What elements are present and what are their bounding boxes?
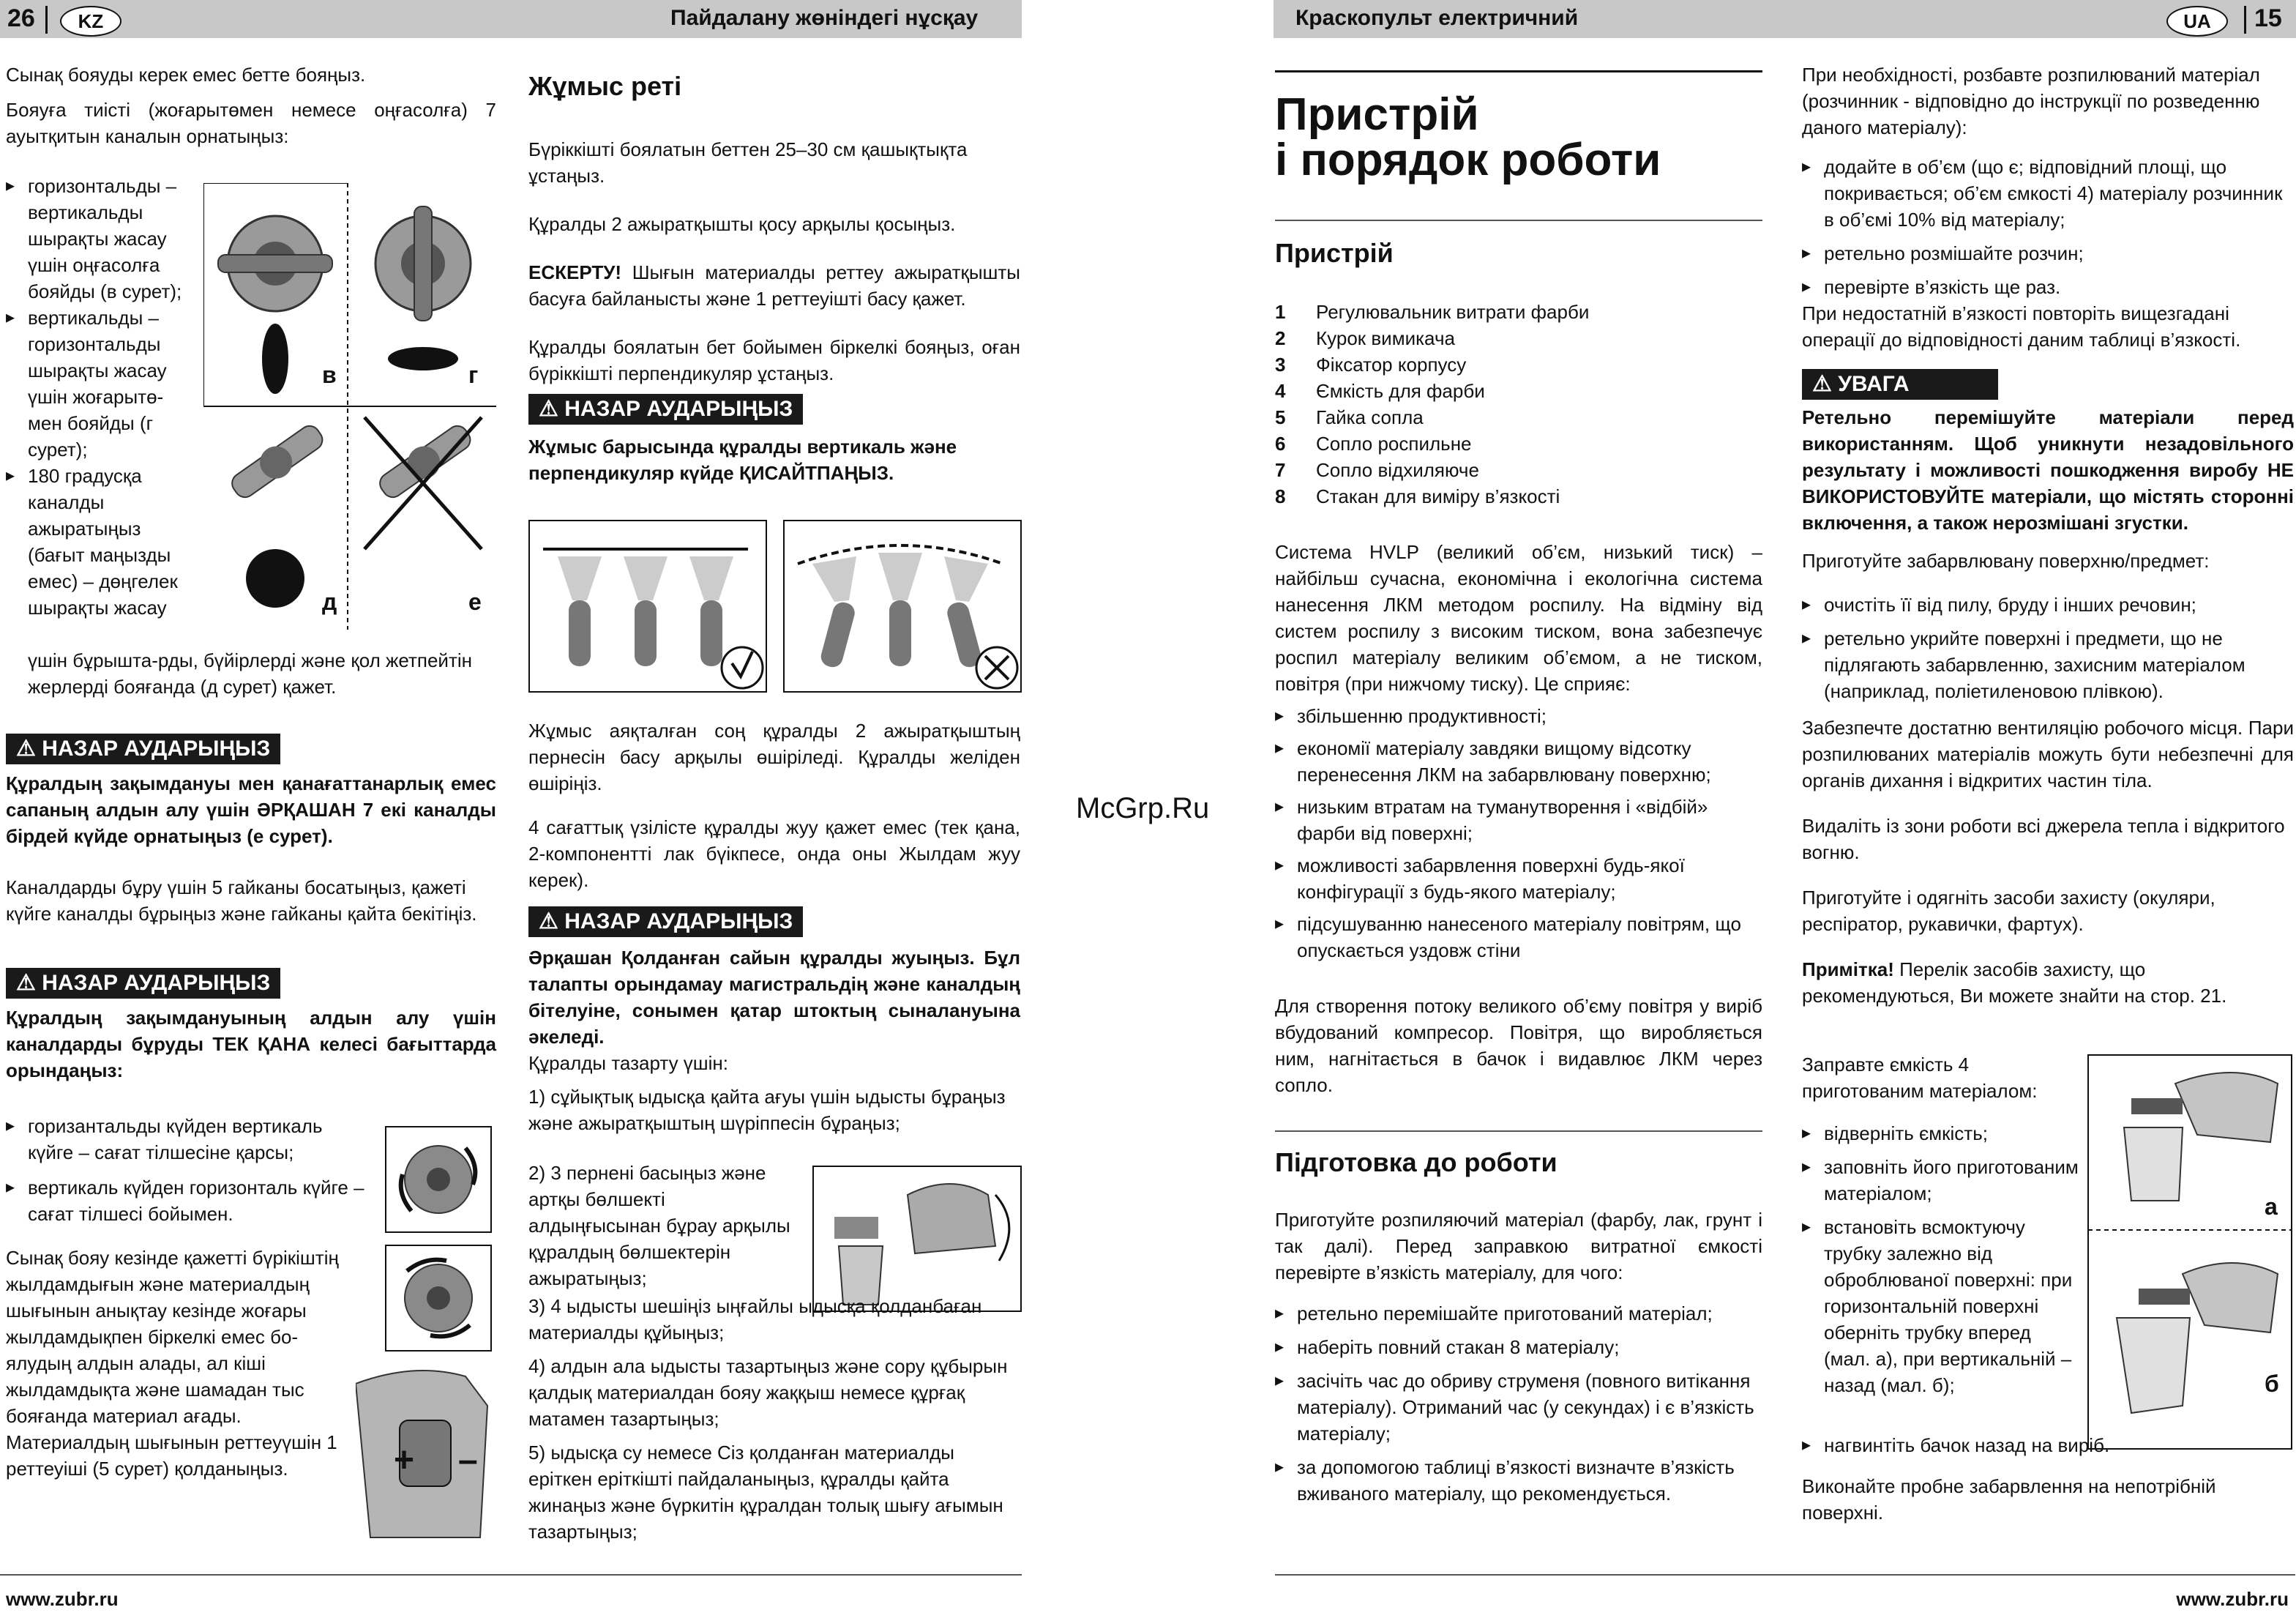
fig-label-a: а	[2265, 1193, 2278, 1220]
warning-banner	[6, 734, 280, 764]
bullet-item: ▸ наберіть повний стакан 8 матеріалу;	[1275, 1334, 1762, 1360]
header-divider	[2244, 6, 2246, 34]
bullet-item: ▸ відверніть ємкість;	[1802, 1120, 2080, 1147]
right-col2	[1802, 61, 2294, 1009]
paragraph: Приготуйте розпиляючий матеріал (фарбу, лак, грунт і так далі). Перед заправкою витратної ємкості перевірте в’язкість матеріалу, для чого:	[1275, 1209, 1762, 1283]
page-title-line1: Пристрій	[1275, 89, 1479, 140]
svg-text:+: +	[394, 1441, 415, 1480]
paragraph: Бүріккішті боялатын беттен 25–30 см қашықтықта ұстаңыз.	[528, 138, 968, 187]
paragraph: 4 сағаттық үзілісте құралды жуу қажет емес (тек қана, 2-компонентті лак бүікпесе, онда оны Жылдам жуу керек).	[528, 816, 1020, 891]
paragraph: Каналдарды бұру үшін 5 гайканы босатыңыз, қажеті күйге каналды бұрыңыз және гайканы қайта бекітіңіз.	[6, 876, 477, 925]
parts-list-item: 6 Сопло роспильне	[1275, 433, 1472, 455]
bullet-item: ▸ горизантальды күйден вертикаль күйге – сағат тілшесіне қарсы;	[6, 1113, 372, 1166]
fig-label-v: в	[322, 362, 337, 388]
warning-icon: ⚠	[16, 737, 36, 761]
paragraph: Құралды боялатын бет бойымен біркелкі бояңыз, оған бүріккішті перпендикуляр ұстаңыз.	[528, 336, 1020, 384]
left-col2-step2	[528, 1160, 801, 1291]
nozzle-pattern-figure	[203, 183, 496, 630]
section-heading: Жұмыс реті	[528, 71, 682, 101]
bullet-item: ▸ додайте в об’єм (що є; відповідний площі, що покривається; об’єм ємкості 4) матеріалу розчинник в об’ємі 10% від матеріалу;	[1802, 154, 2294, 233]
warning-icon: ⚠	[539, 909, 558, 933]
page-title-line2: і порядок роботи	[1275, 135, 1661, 185]
warning-text: Құралдың зақымдануы мен қанағаттанарлық емес сапаның алдын алу үшін ӘРҚАШАН 7 екі каналды бірдей күйде орнатыңыз (е сурет).	[6, 772, 496, 847]
note-label: Примітка!	[1802, 958, 1894, 980]
bullet-item: ▸ можливості забарвлення поверхні будь-якої конфігурації з будь-якого матеріалу;	[1275, 852, 1762, 905]
step-1: 1) сұйықтық ыдысқа қайта ағуы үшін ыдысты бұраңыз және ажыратқыштың шүріппесін бұраңыз;	[528, 1086, 1006, 1134]
svg-text:–: –	[458, 1441, 478, 1480]
warning-title: УВАГА	[1838, 372, 1910, 396]
step-2: 2) 3 пернені басыңыз және артқы бөлшекті алдыңғысынан бұрау арқылы құралдың бөлшектерін ажыратыңыз;	[528, 1162, 790, 1289]
spray-incorrect-figure	[783, 520, 1022, 693]
flow-regulator-figure	[356, 1362, 495, 1545]
right-footer-url[interactable]: www.zubr.ru	[2176, 1588, 2289, 1610]
bullet-item: ▸ горизонтальды – вертикальды шырақты жасау үшін оңғасолға бояйды (в сурет);	[6, 173, 189, 305]
sub-rule	[1275, 220, 1762, 221]
warning-title: НАЗАР АУДАРЫҢЫЗ	[42, 971, 271, 995]
paragraph: Приготуйте забарвлювану поверхню/предмет:	[1802, 550, 2210, 572]
parts-list-item: 2 Курок вимикача	[1275, 327, 1455, 349]
paragraph: Сынақ бояу кезінде қажетті бүрікіштің жылдамдығын және материалдың шығынын анықтау кезінде жоғары жылдамдықпен біркелкі емес бо-ялудың алдын алады, ал кіші жылдамдықта және шамадан тыс бояғанда материал ағады. Материалдың шығынын реттеуүшін 1 реттеуіші (5 сурет) қолданыңыз.	[6, 1247, 339, 1480]
warning-title: НАЗАР АУДАРЫҢЫЗ	[42, 737, 271, 761]
watermark: McGrp.Ru	[1076, 792, 1210, 824]
header-divider	[45, 6, 48, 34]
paragraph: Құралды тазарту үшін:	[528, 1052, 729, 1074]
bullet-item: ▸ засічіть час до обриву струменя (повного витікання матеріалу). Отриманий час (у секундах) і є в’язкість матеріалу;	[1275, 1368, 1762, 1447]
warning-title: НАЗАР АУДАРЫҢЫЗ	[564, 397, 793, 421]
paragraph: Видаліть із зони роботи всі джерела тепла і відкритого вогню.	[1802, 815, 2285, 863]
paragraph: При необхідності, розбавте розпилюваний матеріал (розчинник - відповідно до інструкції по розведенню даного матеріалу):	[1802, 64, 2260, 138]
fig-label-e: е	[468, 589, 482, 615]
note-label: ЕСКЕРТУ!	[528, 261, 622, 283]
subsection-heading: Пристрій	[1275, 238, 1394, 268]
parts-list-item: 8 Стакан для виміру в’язкості	[1275, 485, 1560, 507]
parts-list-item: 3 Фіксатор корпусу	[1275, 354, 1467, 376]
right-page-number: 15	[2254, 4, 2282, 32]
right-col1-prep	[1275, 1147, 1762, 1507]
left-col1	[6, 61, 496, 149]
bullet-item: ▸ вертикаль күйден горизонталь күйге – сағат тілшесі бойымен.	[6, 1174, 372, 1227]
paragraph: Бояуға тиісті (жоғарытөмен немесе оңғасолға) 7 ауытқитын каналын орнатыңыз:	[6, 99, 496, 147]
warning-text: Ретельно перемішуйте матеріали перед використанням. Щоб уникнути незадовільного результату і можливості пошкодження виробу НЕ ВИКОРИСТОВУЙТЕ матеріали, що містять сторонні включення, а також нерозмішані згустки.	[1802, 406, 2294, 534]
warning-icon: ⚠	[16, 971, 36, 995]
warning-icon: ⚠	[539, 397, 558, 421]
step-3: 3) 4 ыдысты шешіңіз ыңғайлы ыдысқа қолданбаған материалды құйыңыз;	[528, 1295, 982, 1343]
spray-correct-figure	[528, 520, 767, 693]
note-text: Перелік засобів захисту, що рекомендуються, Ви можете знайти на стор. 21.	[1802, 958, 2227, 1007]
step-5: 5) ыдысқа су немесе Сіз қолданған материалды еріткен еріткішті пайдаланыңыз, құралды қайта жинаңыз және бүркитін құралдан толық шығу ағымын тазартыңыз;	[528, 1442, 1003, 1543]
bullet-item: ▸ встановіть всмоктуючу трубку залежно від оброблюваної поверхні: при горизонтальній поверхні оберніть трубку вперед (мал. а), при вертикальній – назад (мал. б);	[1802, 1214, 2080, 1398]
warning-title: НАЗАР АУДАРЫҢЫЗ	[564, 909, 793, 933]
footer-rule	[1275, 1574, 2295, 1576]
bullet-item: ▸ 180 градусқа каналды ажыратыңыз (бағыт маңызды емес) – дөңгелек шырақты жасау	[6, 463, 189, 621]
right-col1-device	[1275, 237, 1762, 1098]
nozzle-rotate-ccw-figure	[385, 1126, 492, 1233]
left-col2-steps	[528, 1293, 1020, 1545]
bullet-item: ▸ очистіть її від пилу, бруду і інших речовин;	[1802, 592, 2294, 618]
left-page-number: 26	[7, 4, 35, 32]
bullet-item: ▸ ретельно укрийте поверхні і предмети, що не підлягають забарвленню, захисним матеріалом (наприклад, поліетиленовою плівкою).	[1802, 625, 2294, 704]
warning-text: Құралдың зақымдануының алдын алу үшін каналдарды бұруды ТЕК ҚАНА келесі бағыттарда орындаңыз:	[6, 1007, 496, 1081]
fig-label-d: д	[322, 589, 337, 615]
bullet-item: ▸ економії матеріалу завдяки вищому відсотку перенесення ЛКМ на забарвлювану поверхню;	[1275, 735, 1762, 788]
paragraph: Заправте ємкість 4 приготованим матеріалом:	[1802, 1054, 2038, 1102]
left-col1-bottom	[6, 1245, 350, 1482]
bullet-item: ▸ за допомогою таблиці в’язкості визначте в’язкість вживаного матеріалу, що рекомендується.	[1275, 1454, 1762, 1507]
warning-banner	[6, 968, 280, 999]
warning-text: Жұмыс барысында құралды вертикаль және перпендикуляр күйде ҚИСАЙТПАҢЫЗ.	[528, 436, 957, 484]
parts-list-item: 4 Ємкість для фарби	[1275, 380, 1485, 402]
left-col2	[528, 70, 1020, 486]
bullet-item: ▸ ретельно перемішайте приготований матеріал;	[1275, 1300, 1762, 1327]
disassembly-figure	[812, 1166, 1022, 1312]
fig-label-b: б	[2265, 1371, 2279, 1397]
paragraph: Құралды 2 ажыратқышты қосу арқылы қосыңыз.	[528, 213, 956, 235]
parts-list	[1275, 299, 1762, 510]
warning-banner	[528, 394, 803, 425]
left-col1-mid	[6, 647, 496, 1084]
step-4: 4) алдын ала ыдысты тазартыңыз және сору құбырын қалдық материалдан бояу жаққыш немесе құрғақ матамен тазартыңыз;	[528, 1355, 1008, 1430]
lang-badge-ua: UA	[2166, 6, 2228, 37]
warning-text: Әрқашан Қолданған сайын құралды жуыңыз. Бұл талапты орындамау магистральдің және каналдың бітелуіне, сонымен қатар штоктың сыналануына әкеледі.	[528, 947, 1020, 1048]
warning-banner	[528, 906, 803, 937]
paragraph: Виконайте пробне забарвлення на непотрібній поверхні.	[1802, 1475, 2216, 1524]
title-rule	[1275, 70, 1762, 72]
bullet-item: ▸ вертикальды – горизонтальды шырақты жасау үшін жоғарытө-мен бояйды (г сурет);	[6, 305, 189, 463]
sub-rule	[1275, 1130, 1762, 1132]
paragraph: Система HVLP (великий об’єм, низький тиск) – найбільш сучасна, економічна і екологічна система нанесення ЛКМ методом роспилу. На відміну від систем роспилу з високим тиском, вона забезпечує роспил матеріалу великим об’ємом, а не тиском, повітря (при нижчому тиску). Це сприяє:	[1275, 541, 1762, 695]
paragraph: Для створення потоку великого об’єму повітря у виріб вбудований компресор. Повітря, що виробляється ним, нагнітається в бачок і видавлює ЛКМ через сопло.	[1275, 995, 1762, 1096]
bullet-item: ▸ підсушуванню нанесеного матеріалу повітрям, що опускається уздовж стіни	[1275, 911, 1762, 963]
left-footer-url[interactable]: www.zubr.ru	[6, 1588, 119, 1610]
right-col1	[1275, 89, 1762, 185]
right-header-title: Краскопульт електричний	[1295, 6, 1579, 30]
parts-list-item: 7 Сопло відхиляюче	[1275, 459, 1479, 481]
subsection-heading: Підготовка до роботи	[1275, 1147, 1558, 1177]
bullet-item: ▸ нагвинтіть бачок назад на виріб.	[1802, 1432, 2294, 1458]
bullet-item: ▸ низьким втратам на туманутворення і «відбій» фарби від поверхні;	[1275, 794, 1762, 846]
left-col1-bullets2	[6, 1113, 372, 1227]
lang-badge-kz: KZ	[60, 6, 121, 37]
nozzle-rotate-cw-figure	[385, 1245, 492, 1352]
right-col2-fill	[1802, 1051, 2080, 1398]
bullet-item: ▸ перевірте в’язкість ще раз.	[1802, 274, 2294, 300]
left-header-title: Пайдалану жөніндегі нұсқау	[670, 6, 979, 30]
paragraph	[528, 259, 1020, 312]
bullet-item: ▸ ретельно розмішайте розчин;	[1802, 240, 2294, 266]
parts-list-item: 1 Регулювальник витрати фарби	[1275, 301, 1590, 323]
paragraph: Приготуйте і одягніть засоби захисту (окуляри, респіратор, рукавички, фартух).	[1802, 887, 2215, 935]
parts-list-item: 5 Гайка сопла	[1275, 406, 1424, 428]
warning-banner	[1802, 369, 1998, 400]
paragraph	[1802, 956, 2294, 1009]
left-col1-bullets	[6, 173, 189, 621]
fig-label-g: г	[468, 362, 479, 388]
footer-rule	[0, 1574, 1022, 1576]
paragraph: Жұмыс аяқталған соң құралды 2 ажыратқыштың пернесін басу арқылы өшіріледі. Құралды желіден өшіріңіз.	[528, 720, 1020, 794]
warning-icon: ⚠	[1812, 372, 1832, 396]
paragraph: Сынақ бояуды керек емес бетте бояңыз.	[6, 64, 366, 86]
paragraph: үшін бұрышта-рды, бүйірлерді және қол жетпейтін жерлерді бояғанда (д сурет) қажет.	[28, 649, 473, 698]
left-col2-lower	[528, 717, 1020, 1136]
right-col2-bottom	[1802, 1432, 2294, 1526]
paragraph: При недостатній в’язкості повторіть вищезгадані операції до відповідності даним таблиці в’язкості.	[1802, 302, 2241, 351]
container-fill-figure	[2087, 1054, 2292, 1450]
bullet-item: ▸ збільшенню продуктивності;	[1275, 703, 1762, 729]
bullet-item: ▸ заповніть його приготованим матеріалом;	[1802, 1154, 2080, 1207]
paragraph: Забезпечте достатню вентиляцію робочого місця. Пари розпилюваних матеріалів можуть бути небезпечні для органів дихання і відкритих частин тіла.	[1802, 717, 2294, 791]
note-text: Шығын материалды реттеу ажыратқышты басуға байланысты және 1 реттеуішті басу қажет.	[528, 261, 1020, 310]
